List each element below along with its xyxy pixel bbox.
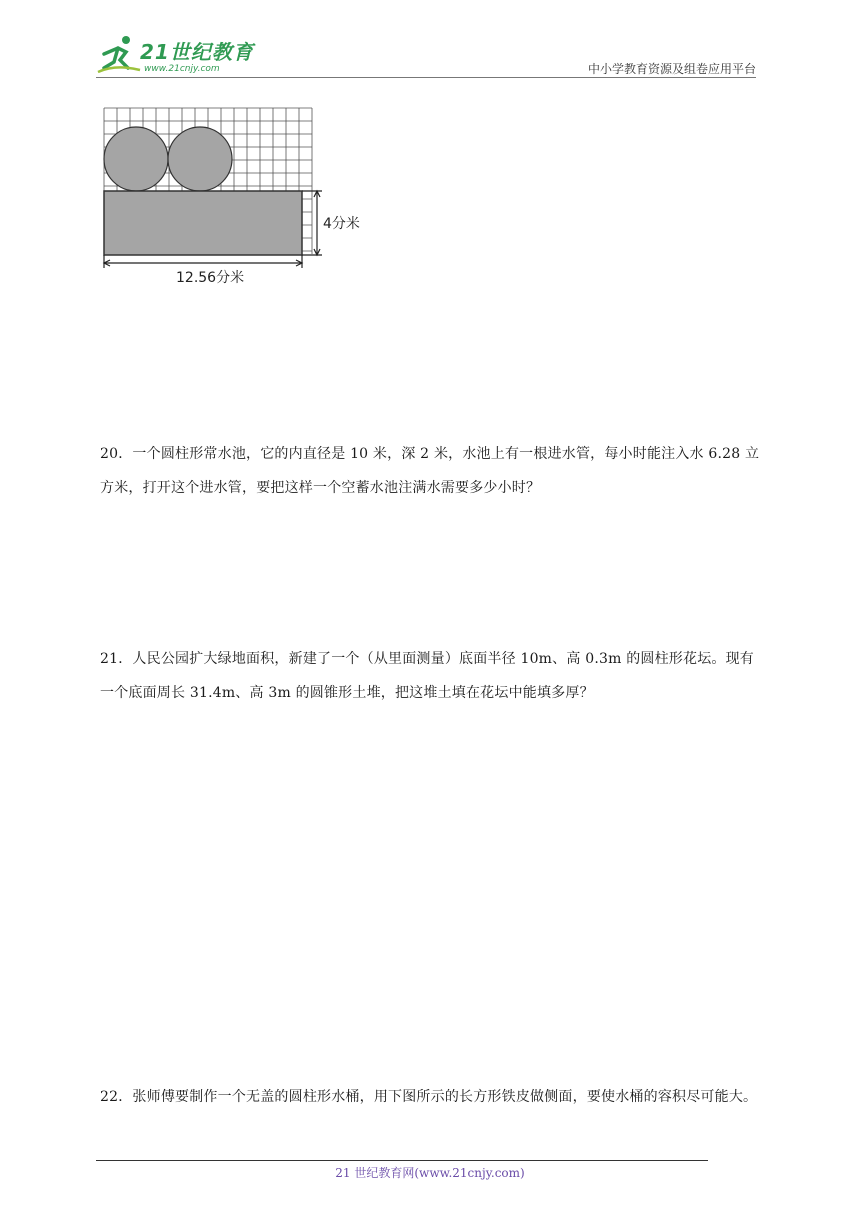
footer-divider bbox=[96, 1160, 708, 1161]
runner-logo-icon bbox=[96, 34, 142, 76]
question-number: 20． bbox=[100, 446, 133, 462]
circle-left bbox=[104, 127, 168, 191]
footer-text[interactable]: 21 世纪教育网(www.21cnjy.com) bbox=[335, 1166, 525, 1180]
platform-name: 中小学教育资源及组卷应用平台 bbox=[587, 62, 756, 76]
question-22 bbox=[100, 1080, 762, 1114]
header-divider bbox=[96, 77, 756, 78]
width-dimension bbox=[104, 255, 302, 268]
site-logo bbox=[96, 34, 266, 76]
circle-right bbox=[168, 127, 232, 191]
question-text: 一个圆柱形常水池，它的内直径是 10 米，深 2 米，水池上有一根进水管，每小时能注入水 6.28 立方米，打开这个进水管，要把这样一个空蓄水池注满水需要多少小时？ bbox=[100, 446, 760, 496]
question-21 bbox=[100, 642, 762, 710]
question-text: 张师傅要制作一个无盖的圆柱形水桶，用下图所示的长方形铁皮做侧面，要使水桶的容积尽可能大。 bbox=[132, 1089, 758, 1105]
question-text: 人民公园扩大绿地面积，新建了一个（从里面测量）底面半径 10m、高 0.3m 的圆柱形花坛。现有一个底面周长 31.4m、高 3m 的圆锥形土堆，把这堆土填在花坛中能填多厚？ bbox=[100, 651, 754, 701]
logo-url-text: www.21cnjy.com bbox=[144, 64, 220, 74]
question-number: 22． bbox=[100, 1089, 133, 1105]
logo-text: 21世纪教育 bbox=[140, 40, 254, 64]
question-number: 21． bbox=[100, 651, 133, 667]
height-label: 4分米 bbox=[323, 216, 360, 232]
question-20 bbox=[100, 437, 762, 505]
width-label: 12.56分米 bbox=[176, 270, 245, 286]
rectangle bbox=[104, 191, 302, 255]
page-header bbox=[0, 0, 860, 80]
grid-circles-rectangle-diagram bbox=[96, 104, 376, 294]
geometry-figure bbox=[96, 104, 376, 298]
